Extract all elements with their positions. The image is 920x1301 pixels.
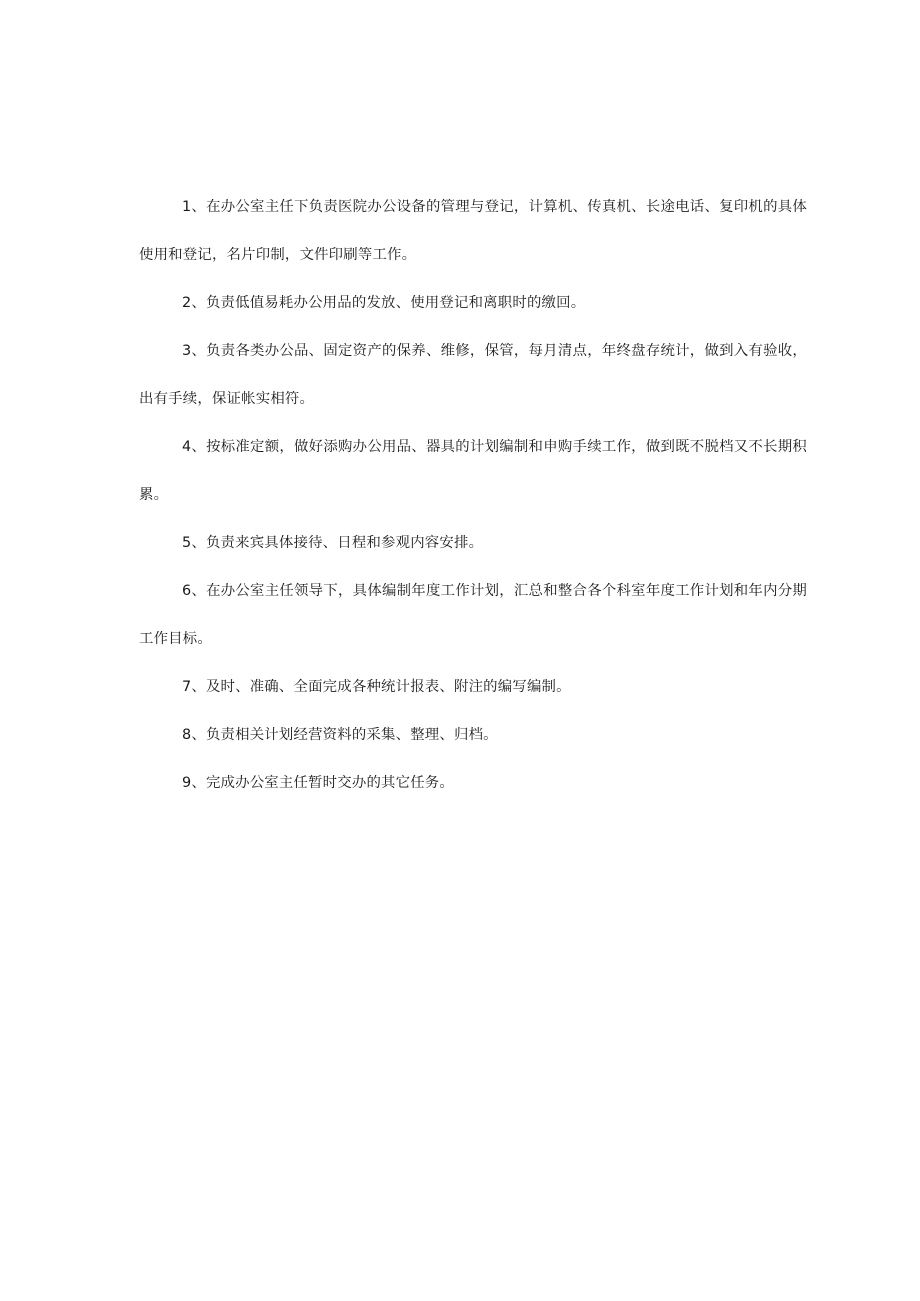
paragraph-6: 6、在办公室主任领导下，具体编制年度工作计划，汇总和整合各个科室年度工作计划和年内分期工作目标。 [139,583,807,647]
paragraph-8: 8、负责相关计划经营资料的采集、整理、归档。 [182,727,498,743]
paragraph-9: 9、完成办公室主任暂时交办的其它任务。 [182,775,454,791]
document-body [139,183,807,807]
paragraph-5: 5、负责来宾具体接待、日程和参观内容安排。 [182,535,484,551]
paragraph-2: 2、负责低值易耗办公用品的发放、使用登记和离职时的缴回。 [182,295,586,311]
paragraph-4: 4、按标准定额，做好添购办公用品、器具的计划编制和申购手续工作，做到既不脱档又不长期积累。 [139,439,807,503]
paragraph-3: 3、负责各类办公品、固定资产的保养、维修，保管，每月清点，年终盘存统计，做到入有验收，出有手续，保证帐实相符。 [139,343,807,407]
paragraph-1: 1、在办公室主任下负责医院办公设备的管理与登记，计算机、传真机、长途电话、复印机的具体使用和登记，名片印制，文件印刷等工作。 [139,199,807,263]
paragraph-7: 7、及时、准确、全面完成各种统计报表、附注的编写编制。 [182,679,571,695]
